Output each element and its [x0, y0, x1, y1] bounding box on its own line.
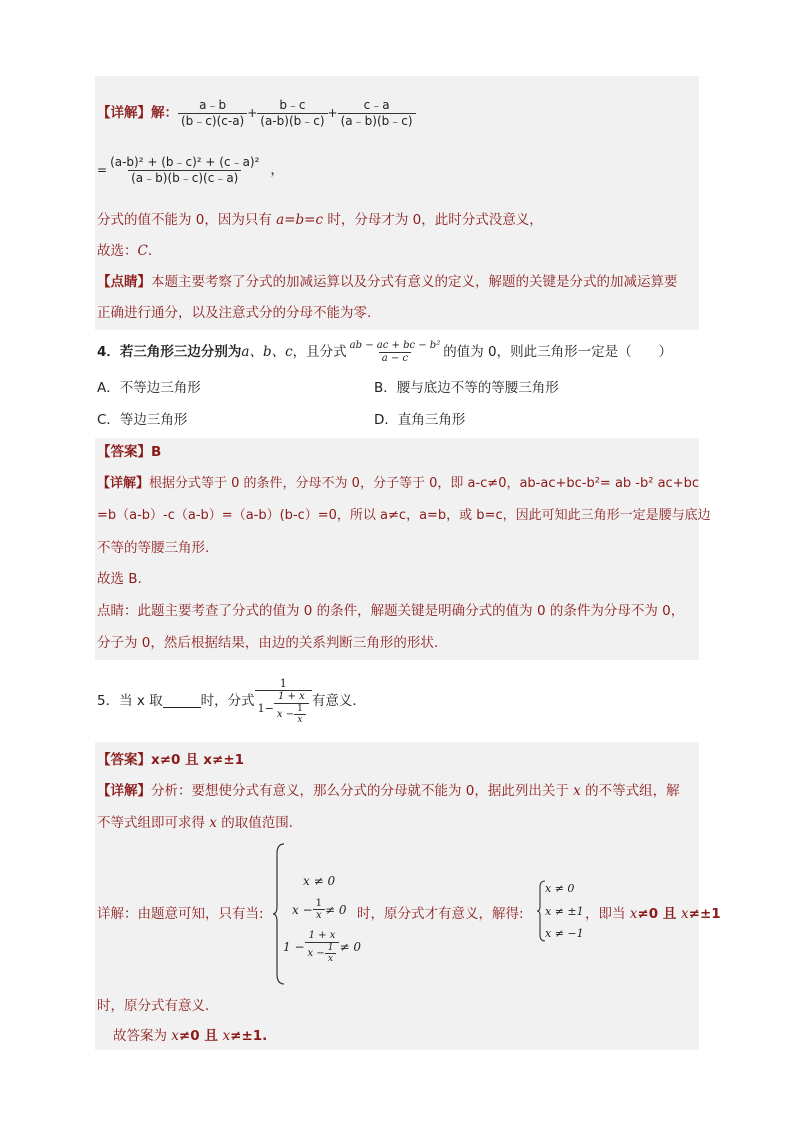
q4-stem	[97, 340, 672, 364]
vars: a、b、c	[241, 344, 293, 360]
text: x −	[307, 947, 325, 959]
detail-lead: 解：	[151, 105, 178, 121]
q5-detail-2	[97, 813, 302, 833]
q5-top: 1	[279, 677, 287, 690]
system-cond-2	[292, 898, 347, 921]
q5-stem	[97, 665, 366, 737]
choice: C	[137, 243, 148, 259]
prev-sum-line	[97, 150, 284, 190]
q4-choose	[97, 569, 142, 589]
prev-detail-line	[97, 96, 416, 130]
x: x	[313, 909, 325, 921]
text: 4．若三角形三边分别为	[97, 344, 242, 360]
solution-2: x ≠ ±1	[545, 905, 584, 918]
text: 根据分式等于 0 的条件，分母不为 0，分子等于 0，即 a-c≠0，ab-ac+bc-b²= ab -b² ac+bc	[149, 476, 699, 491]
text: 本题主要考察了分式的加减运算以及分式有意义的定义，解题的关键是分式的加减运算要	[151, 274, 678, 290]
text: 时，分式	[200, 693, 255, 709]
q5-system-intro: 详解：由题意可知，只有当:	[97, 906, 264, 922]
text: 的不等式组，解	[580, 783, 680, 799]
num: 1 + x	[308, 930, 336, 941]
equals-sign: =	[97, 163, 108, 177]
text: ≠ 0	[339, 940, 361, 954]
text: =b（a-b）-c（a-b）=（a-b）(b-c）=0，所以 a≠c，a=b，或 b=c，因此可知此三角形一定是腰与底边	[97, 508, 711, 523]
inner-unit-frac	[294, 704, 306, 725]
detail-tag: 【详解】	[97, 783, 151, 799]
sum-den: (a﹣b)(b﹣c)(c﹣a)	[128, 170, 241, 186]
q5-system-mid: 时，原分式才有意义，解得:	[357, 906, 524, 922]
var: x	[573, 783, 581, 799]
text: x −	[276, 708, 295, 720]
q5-system-tail	[585, 904, 721, 924]
text: 的值为 0，则此三角形一定是（ ）	[443, 344, 673, 360]
q4-fraction-num: ab − ac + bc − b²	[349, 339, 441, 351]
prev-choose	[97, 241, 152, 261]
solution-1: x ≠ 0	[545, 882, 575, 895]
detail-tag: 【详解】	[97, 476, 150, 491]
text: x −	[292, 902, 313, 917]
var: x	[629, 906, 638, 922]
text: ≠±1	[688, 906, 721, 922]
q4-detail-1	[97, 474, 699, 494]
text: 1−	[257, 701, 274, 715]
cond-3-frac	[305, 930, 340, 964]
fraction-2-den: (a-b)(b﹣c)	[257, 113, 327, 129]
system-cond-1: x ≠ 0	[303, 874, 336, 888]
q4-review-2	[97, 633, 438, 653]
var: x	[171, 1028, 179, 1044]
detail-tag: 【详解】	[97, 105, 151, 121]
var: x	[209, 815, 217, 831]
text: .	[147, 243, 153, 259]
q5-complex-fraction	[255, 677, 312, 725]
text: 有意义．	[311, 693, 366, 709]
q4-fraction-den: a − c	[379, 352, 411, 365]
one: 1	[327, 943, 334, 953]
q5-mid-row	[258, 691, 309, 725]
q5-answer	[97, 750, 244, 770]
q4-answer	[97, 442, 161, 462]
plus-sign: +	[327, 106, 338, 120]
text: ，且分式	[292, 344, 347, 360]
q4-option-a[interactable]: A．不等边三角形	[97, 380, 201, 396]
text: 不等式组即可求得	[97, 815, 210, 831]
q5-final	[113, 1026, 267, 1046]
text: 时，分母才为 0，此时分式没意义，	[323, 212, 543, 228]
sum-fraction	[107, 155, 262, 186]
var: a=b=c	[276, 212, 324, 228]
q4-option-d[interactable]: D．直角三角形	[374, 412, 466, 428]
review-tag: 【点睛】	[97, 274, 151, 290]
sum-num: (a-b)² + (b﹣c)² + (c﹣a)²	[110, 154, 260, 169]
prev-review-2	[97, 303, 371, 323]
plus-sign: +	[247, 106, 258, 120]
fraction-2	[257, 98, 327, 129]
text: ≠0 且	[178, 1028, 223, 1044]
text: 点睛：此题主要考查了分式的值为 0 的条件，解题关键是明确分式的值为 0 的条件为分母不为 0，	[97, 603, 685, 619]
text: 分析：要想使分式有意义，那么分式的分母就不能为 0，据此列出关于	[151, 783, 574, 799]
text: 分式的值不能为 0，因为只有	[97, 212, 277, 228]
inner-den	[274, 703, 309, 725]
q4-detail-3	[97, 538, 209, 558]
q4-option-c[interactable]: C．等边三角形	[97, 412, 188, 428]
text: 1 −	[283, 940, 305, 954]
unit-frac	[325, 943, 337, 964]
text: 故选 B.	[97, 571, 142, 587]
cond-2-frac	[313, 898, 325, 921]
fraction-2-num: b﹣c	[279, 97, 306, 112]
text: 分子为 0，然后根据结果，由边的关系判断三角形的形状.	[97, 635, 439, 651]
answer-value: B	[151, 444, 162, 460]
text: ，即当	[585, 906, 630, 922]
prev-line-3	[97, 210, 543, 230]
system-cond-3	[283, 930, 361, 964]
answer-value: x≠0 且 x≠±1	[151, 752, 245, 768]
text: 5．当 x 取	[97, 693, 163, 709]
q5-mid	[255, 690, 312, 725]
solution-3: x ≠ −1	[545, 927, 584, 940]
left-brace	[272, 842, 286, 986]
x: x	[294, 714, 305, 725]
fraction-3-den: (a﹣b)(b﹣c)	[338, 113, 416, 129]
q5-after: 时，原分式有意义．	[97, 998, 219, 1014]
text: ≠±1.	[230, 1028, 268, 1044]
fraction-3-num: c﹣a	[363, 97, 390, 112]
q5-detail-1	[97, 781, 680, 801]
fraction-1	[178, 98, 247, 129]
text: 故答案为	[113, 1028, 172, 1044]
text: 正确进行通分，以及注意式分的分母不能为零.	[97, 305, 372, 321]
q4-review-1	[97, 601, 684, 621]
text: ≠ 0	[325, 902, 347, 917]
q4-detail-2	[97, 506, 711, 526]
var: x	[222, 1028, 231, 1044]
answer-tag: 【答案】	[97, 444, 151, 460]
text: 的取值范围．	[216, 815, 303, 831]
fraction-1-num: a﹣b	[199, 97, 227, 112]
x: x	[325, 953, 336, 964]
prev-review-1	[97, 272, 678, 292]
q4-fraction	[347, 340, 444, 365]
text: 故选：	[97, 243, 138, 259]
fraction-1-den: (b﹣c)(c-a)	[178, 113, 247, 129]
text: 不等的等腰三角形.	[97, 540, 210, 556]
q4-option-b[interactable]: B．腰与底边不等的等腰三角形	[374, 380, 559, 396]
comma: ，	[270, 162, 284, 178]
fraction-3	[338, 98, 416, 129]
answer-blank[interactable]	[163, 694, 201, 708]
q5-inner-frac	[274, 691, 309, 725]
answer-tag: 【答案】	[97, 752, 151, 768]
text: ≠0 且	[637, 906, 682, 922]
inner-num: 1 + x	[277, 691, 305, 702]
var: x	[681, 906, 689, 922]
one: 1	[297, 704, 303, 714]
den	[305, 942, 340, 964]
one: 1	[315, 898, 323, 909]
